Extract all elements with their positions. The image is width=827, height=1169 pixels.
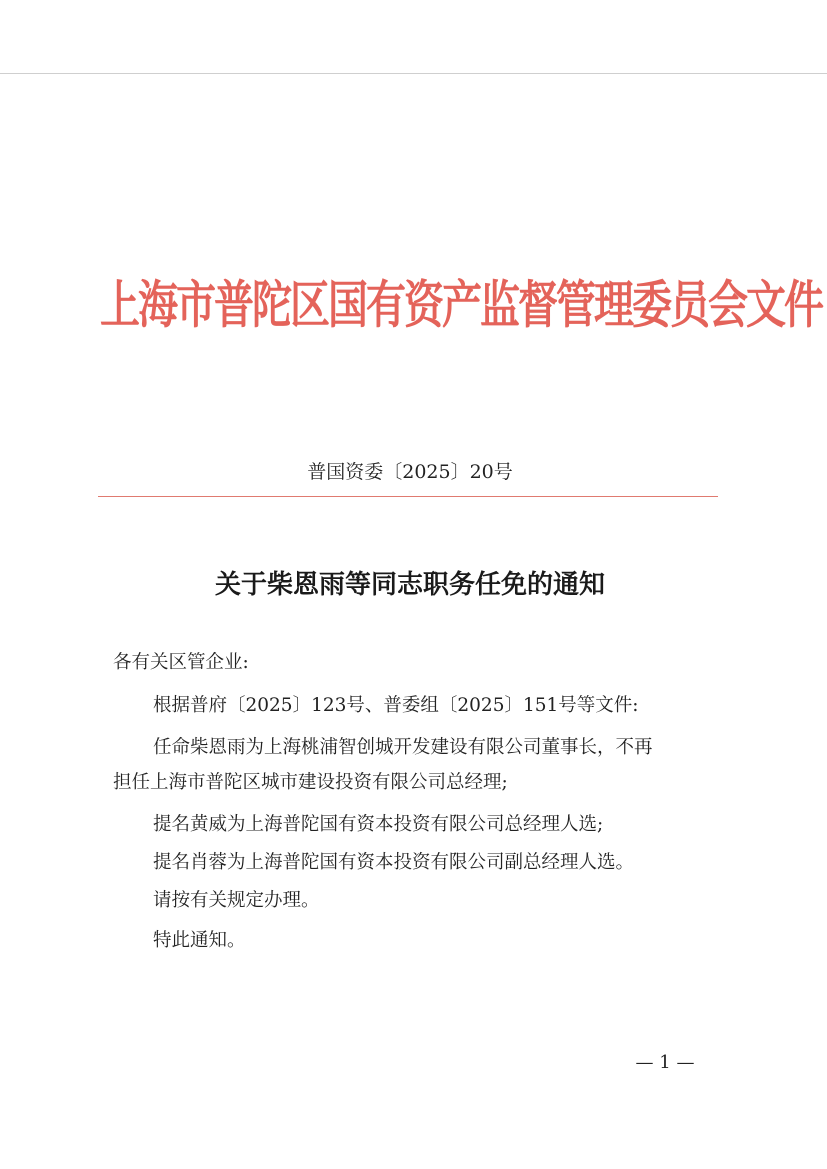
salutation: 各有关区管企业:	[113, 652, 249, 673]
paragraph-appointment-line1: 任命柴恩雨为上海桃浦智创城开发建设有限公司董事长，不再	[153, 737, 653, 758]
notice-title: 关于柴恩雨等同志职务任免的通知	[214, 570, 605, 600]
paragraph-nomination-deputy-manager: 提名肖蓉为上海普陀国有资本投资有限公司副总经理人选。	[153, 852, 635, 873]
document-number: 普国资委〔2025〕20号	[307, 461, 513, 483]
paragraph-nomination-general-manager: 提名黄威为上海普陀国有资本投资有限公司总经理人选;	[153, 814, 604, 835]
red-separator-line	[98, 496, 718, 497]
page-number: — 1 —	[635, 1052, 695, 1073]
paragraph-closing: 特此通知。	[153, 930, 246, 951]
issuing-authority-header: 上海市普陀区国有资产监督管理委员会文件	[100, 276, 822, 336]
paragraph-handle-instruction: 请按有关规定办理。	[153, 890, 320, 911]
top-divider	[0, 73, 827, 74]
paragraph-basis: 根据普府〔2025〕123号、普委组〔2025〕151号等文件:	[153, 695, 639, 716]
paragraph-appointment-line2: 担任上海市普陀区城市建设投资有限公司总经理;	[113, 772, 508, 793]
